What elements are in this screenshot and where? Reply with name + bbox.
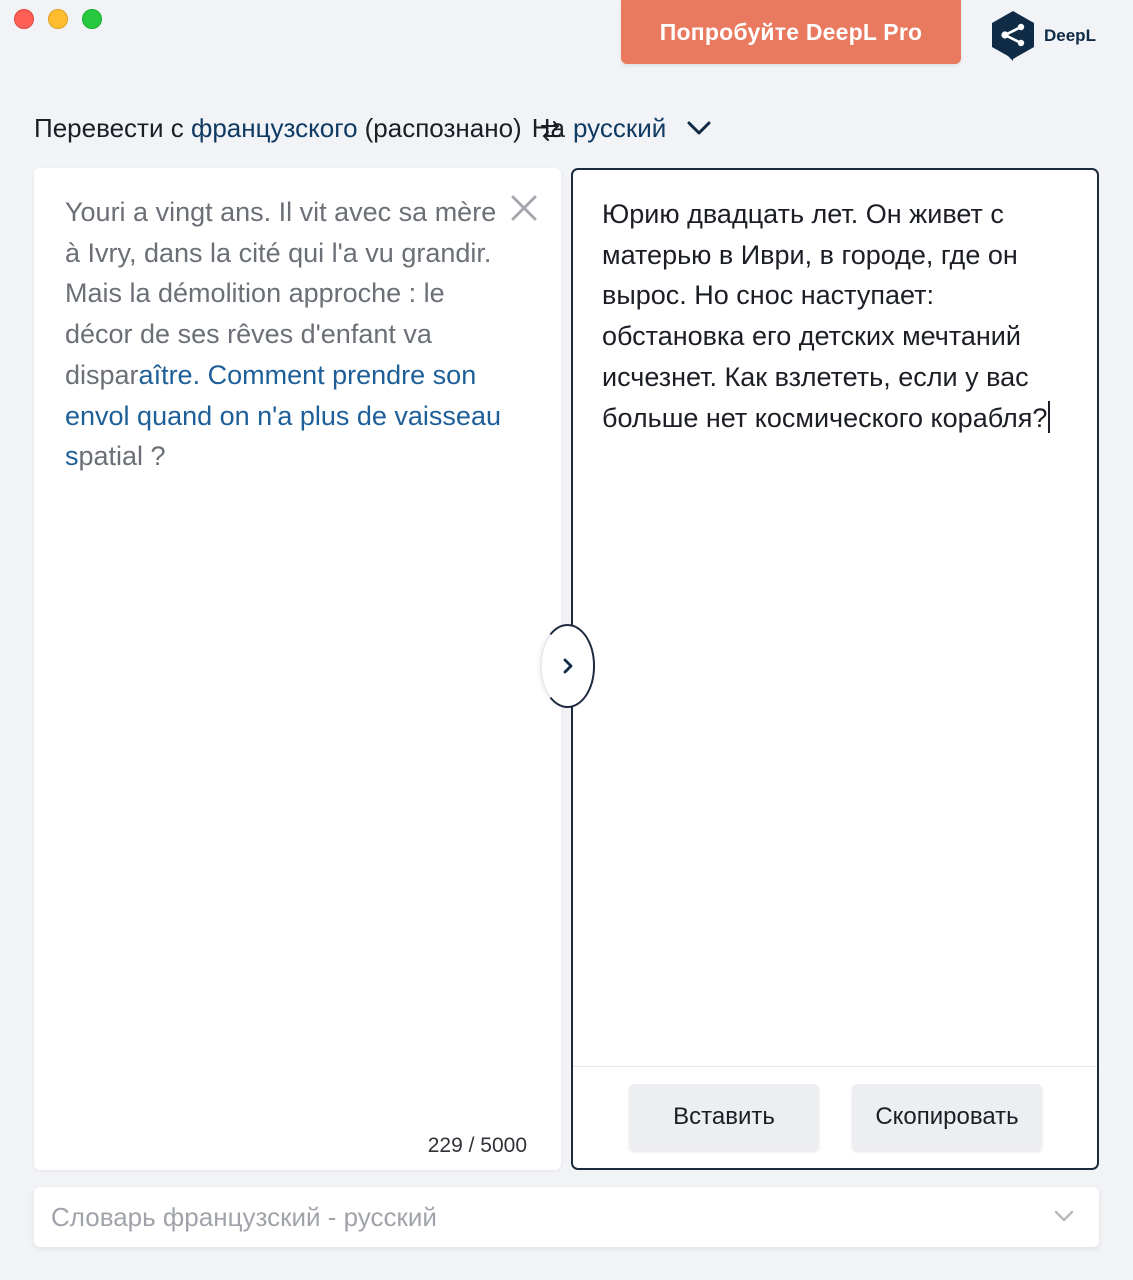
swap-arrows-icon[interactable] [536,116,566,146]
deepl-logo-text: DeepL [1044,26,1096,45]
try-deepl-pro-button[interactable]: Попробуйте DeepL Pro [621,0,961,64]
source-text-tail: patial ? [78,441,166,472]
target-textarea[interactable] [602,194,1072,438]
translation-text: Юрию двадцать лет. Он живет с матерью в Иври, в городе, где он вырос. Но снос наступает: обстановка его детских мечтаний исчезнет. Как взлететь, если у вас больше нет космического корабля? [602,199,1048,433]
text-cursor [1048,401,1050,433]
to-label [532,113,565,144]
chevron-right-icon [559,657,577,675]
deepl-logo-icon [990,10,1036,62]
source-text-plain: Youri a vingt ans. Il vit avec sa mère à Ivry, dans la cité qui l'a vu grandir. Mais la démolition approche : le décor de ses rêves d'enfant va dispar [65,197,497,390]
source-language-select[interactable]: французского [190,112,358,143]
deepl-logo [990,10,1096,62]
window-minimize-button[interactable] [48,9,68,29]
target-language-select[interactable]: русский [572,112,667,143]
chevron-down-icon[interactable] [684,113,714,143]
character-counter: 229 / 5000 [427,1134,527,1157]
copy-button[interactable]: Скопировать [852,1084,1042,1150]
panel-divider [573,1066,1097,1067]
dictionary-bar[interactable] [34,1187,1099,1247]
window-close-button[interactable] [14,9,34,29]
paste-button[interactable]: Вставить [629,1084,819,1150]
source-text-highlighted: aître. Comment prendre son envol quand on n'a plus de vaisseau s [65,359,501,472]
window-zoom-button[interactable] [82,9,102,29]
translate-from-label: Перевести с [34,112,184,143]
to-label-text: На [531,112,565,143]
source-text-panel[interactable] [34,168,561,1170]
window-controls [14,9,102,29]
close-icon[interactable] [510,194,538,222]
source-detected-note: (распознано) [364,112,522,143]
language-selector-row [34,110,714,146]
chevron-down-icon[interactable] [1051,1203,1077,1229]
target-text-panel[interactable] [571,168,1099,1170]
source-textarea[interactable] [65,192,505,477]
panel-toggle-handle[interactable] [540,624,595,708]
dictionary-label: Словарь французский - русский [51,1201,437,1232]
